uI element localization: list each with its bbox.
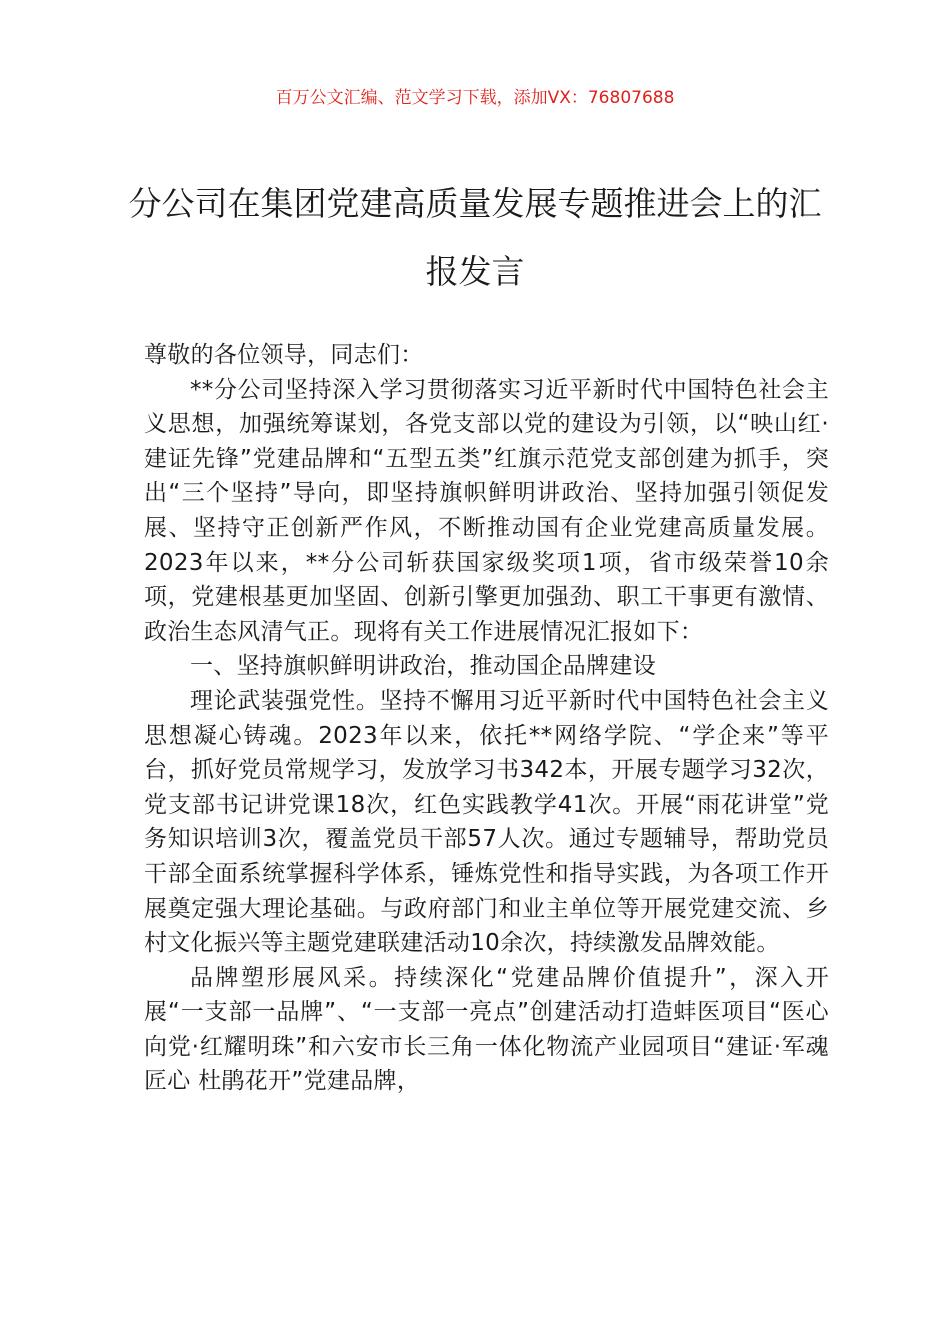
salutation: 尊敬的各位领导，同志们： — [144, 342, 424, 368]
paragraph-theory: 理论武装强党性。坚持不懈用习近平新时代中国特色社会主义思想凝心铸魂。2023年以来，依托**网络学院、“学企来”等平台，抓好党员常规学习，发放学习书342本，开展专题学习32次，党支部书记讲党课18次，红色实践教学41次。开展“雨花讲堂”党务知识培训3次，覆盖党员干部57人次。通过专题辅导，帮助党员干部全面系统掌握科学体系，锤炼党性和指导实践，为各项工作开展奠定强大理论基础。与政府部门和业主单位等开展党建交流、乡村文化振兴等主题党建联建活动10余次，持续激发品牌效能。 — [144, 687, 829, 957]
section-heading-1: 一、坚持旗帜鲜明讲政治，推动国企品牌建设 — [190, 653, 656, 680]
paragraph-brand: 品牌塑形展风采。持续深化“党建品牌价值提升”，深入开展“一支部一品牌”、“一支部一亮点”创建活动打造蚌医项目“医心向党·红耀明珠”和六安市长三角一体化物流产业园项目“建证·军魂匠心 杜鹃花开”党建品牌， — [144, 964, 829, 1095]
paragraph-intro: **分公司坚持深入学习贯彻落实习近平新时代中国特色社会主义思想，加强统筹谋划，各党支部以党的建设为引领，以“映山红·建证先锋”党建品牌和“五型五类”红旗示范党支部创建为抓手，突出“三个坚持”导向，即坚持旗帜鲜明讲政治、坚持加强引领促发展、坚持守正创新严作风，不断推动国有企业党建高质量发展。2023年以来，**分公司斩获国家级奖项1项，省市级荣誉10余项，党建根基更加坚固、创新引擎更加强劲、职工干事更有激情、政治生态风清气正。现将有关工作进展情况汇报如下： — [144, 376, 829, 645]
document-title: 分公司在集团党建高质量发展专题推进会上的汇报发言 — [128, 184, 822, 291]
document-body — [144, 338, 829, 1099]
header-watermark-note: 百万公文汇编、范文学习下载，添加VX：76807688 — [275, 88, 675, 108]
